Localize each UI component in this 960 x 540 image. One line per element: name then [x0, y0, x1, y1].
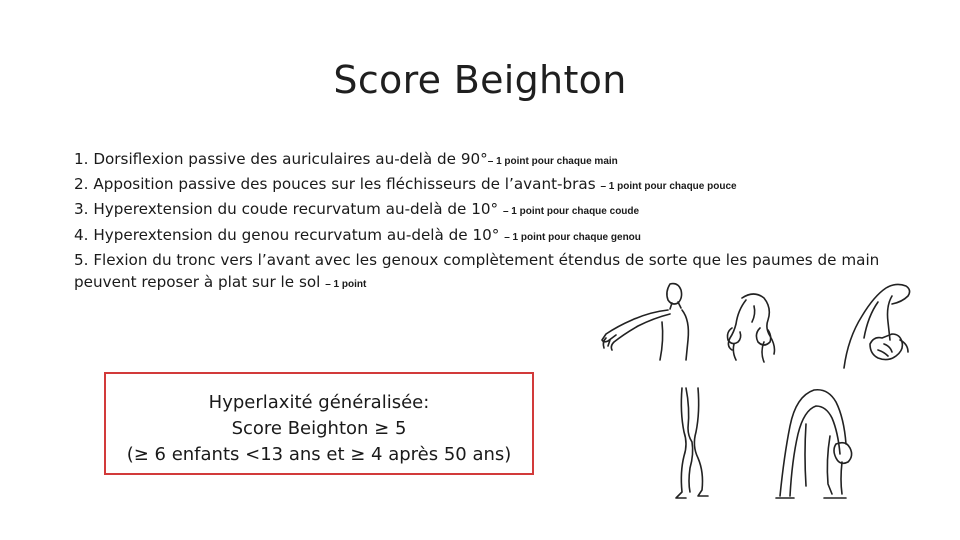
box-line-3: (≥ 6 enfants <13 ans et ≥ 4 après 50 ans) — [126, 444, 512, 465]
finger-dorsiflexion-figure — [838, 280, 918, 372]
criteria-list — [74, 148, 894, 296]
criterion-3 — [74, 198, 894, 223]
box-line-1: Hyperlaxité généralisée: — [208, 392, 430, 413]
slide-title: Score Beighton — [333, 58, 627, 102]
criterion-4 — [74, 224, 894, 249]
criterion-text: 4. Hyperextension du genou recurvatum au-delà de 10° — [74, 225, 505, 244]
criterion-text: 1. Dorsiflexion passive des auriculaires au-delà de 90° — [74, 150, 488, 168]
knee-hyperextension-figure — [668, 384, 718, 500]
elbow-hyperextension-figure — [596, 278, 696, 362]
thumb-apposition-figure — [720, 288, 790, 368]
criterion-points: – 1 point — [325, 279, 367, 291]
criterion-text: 2. Apposition passive des pouces sur les fléchisseurs de l’avant-bras — [74, 175, 601, 194]
criterion-points: – 1 point pour chaque pouce — [600, 181, 737, 193]
criterion-points: – 1 point pour chaque genou — [504, 231, 641, 243]
criterion-text: 3. Hyperextension du coude recurvatum au-delà de 10° — [74, 200, 503, 219]
hyperlaxity-box — [104, 372, 534, 475]
trunk-flexion-figure — [770, 384, 860, 504]
criterion-points: – 1 point pour chaque coude — [502, 206, 640, 218]
criterion-1 — [74, 148, 894, 173]
box-line-2: Score Beighton ≥ 5 — [231, 418, 407, 439]
criterion-points: – 1 point pour chaque main — [487, 156, 618, 167]
criterion-2 — [74, 173, 894, 198]
criterion-text: 5. Flexion du tronc vers l’avant avec les genoux complètement étendus de sorte que les paumes de main peuvent reposer à plat sur le sol — [74, 250, 880, 292]
